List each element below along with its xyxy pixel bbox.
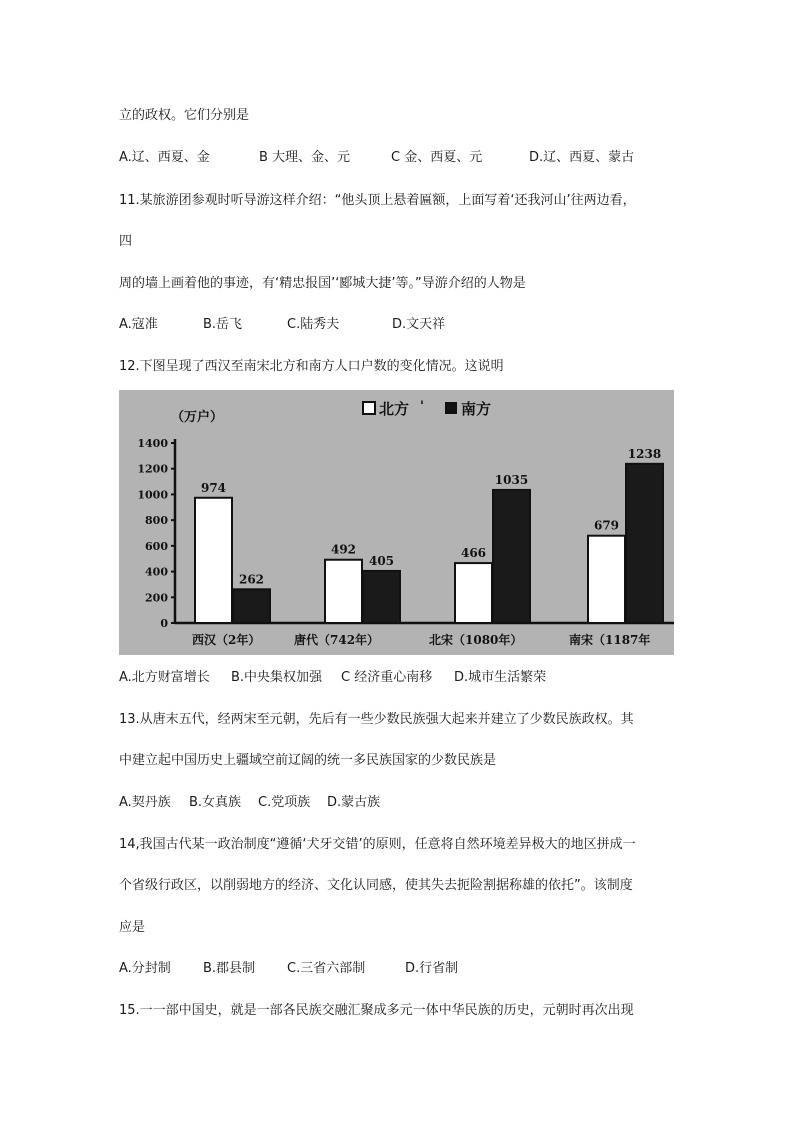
line-q14-b: 个省级行政区，以削弱地方的经济、文化认同感，使其失去扼险割据称雄的依托”。该制度 bbox=[119, 878, 633, 893]
line-q13-a: 13.从唐末五代，经两宋至元朝，先后有一些少数民族强大起来并建立了少数民族政权。其 bbox=[119, 712, 634, 727]
legend-swatch-south bbox=[445, 402, 457, 414]
y-tick-label: 600 bbox=[145, 539, 168, 553]
x-category-label: 西汉（2年） bbox=[192, 633, 261, 647]
option-b: B.岳飞 bbox=[203, 317, 243, 332]
line-q14-a: 14,我国古代某一政治制度“遵循‘犬牙交错’的原则，任意将自然环境差异极大的地区拼成一 bbox=[119, 837, 636, 852]
option-a: A.辽、西夏、金 bbox=[119, 150, 210, 165]
bar-value-label: 1035 bbox=[494, 472, 529, 487]
line-q10-stem: 立的政权。它们分别是 bbox=[119, 108, 250, 123]
option-c: C 金、西夏、元 bbox=[391, 150, 483, 165]
option-b: B.郡县制 bbox=[203, 961, 256, 976]
line-q11-b: 四 bbox=[119, 234, 133, 249]
bar-value-label: 492 bbox=[330, 542, 357, 557]
chart-legend bbox=[363, 399, 491, 418]
option-b: B 大理、金、元 bbox=[259, 150, 351, 165]
bar-north bbox=[588, 536, 625, 623]
bar-value-label: 1238 bbox=[627, 446, 662, 461]
line-q11-a: 11.某旅游团参观时听导游这样介绍：“他头顶上悬着匾额，上面写着‘还我河山’往两边看， bbox=[119, 193, 636, 208]
option-c: C.陆秀夫 bbox=[287, 317, 340, 332]
bar-south bbox=[626, 464, 663, 623]
bar-south bbox=[233, 589, 270, 623]
chart-unit-label: （万户） bbox=[171, 410, 224, 425]
bar-south bbox=[493, 490, 530, 623]
x-category-label: 南宋（1187年 bbox=[569, 633, 651, 647]
bar-value-label: 974 bbox=[200, 480, 227, 495]
x-category-label: 北宋（1080年） bbox=[429, 633, 523, 647]
bars bbox=[195, 447, 663, 623]
option-d: D.蒙古族 bbox=[327, 795, 381, 810]
option-a: A.契丹族 bbox=[119, 795, 171, 810]
option-d: D.行省制 bbox=[405, 961, 459, 976]
y-tick-label: 800 bbox=[145, 514, 168, 528]
chart-svg bbox=[119, 390, 674, 655]
legend-label-south: 南方 bbox=[461, 400, 492, 418]
bar-north bbox=[325, 560, 362, 623]
legend-label-north: 北方 bbox=[379, 400, 410, 418]
y-tick-label: 400 bbox=[145, 565, 168, 579]
x-axis-labels bbox=[192, 632, 650, 647]
bar-north bbox=[195, 498, 232, 623]
option-c: C.三省六部制 bbox=[287, 961, 366, 976]
y-tick-label: 200 bbox=[145, 591, 168, 605]
option-d: D.辽、西夏、蒙古 bbox=[529, 150, 635, 165]
option-a: A.分封制 bbox=[119, 961, 171, 976]
line-q14-c: 应是 bbox=[119, 920, 146, 935]
option-b: B.中央集权加强 bbox=[231, 670, 323, 685]
option-b: B.女真族 bbox=[189, 795, 242, 810]
legend-separator: ' bbox=[420, 399, 424, 414]
line-q11-c: 周的墙上画着他的事迹，有‘精忠报国’‘郾城大捷’等。”导游介绍的人物是 bbox=[119, 276, 526, 291]
option-d: D.文天祥 bbox=[392, 317, 446, 332]
bar-value-label: 262 bbox=[238, 572, 265, 587]
y-tick-label: 1000 bbox=[137, 488, 168, 502]
legend-swatch-north bbox=[363, 402, 375, 414]
y-tick-label: 1400 bbox=[137, 437, 168, 450]
option-d: D.城市生活繁荣 bbox=[454, 670, 547, 685]
y-tick-label: 0 bbox=[160, 617, 168, 630]
bar-north bbox=[455, 563, 492, 623]
line-q12: 12.下图呈现了西汉至南宋北方和南方人口户数的变化情况。这说明 bbox=[119, 359, 504, 374]
option-a: A.寇准 bbox=[119, 317, 158, 332]
option-a: A.北方财富增长 bbox=[119, 670, 210, 685]
bar-south bbox=[363, 571, 400, 623]
bar-value-label: 679 bbox=[593, 518, 620, 533]
bar-value-label: 466 bbox=[460, 546, 487, 561]
bar-value-label: 405 bbox=[368, 553, 395, 568]
line-q15: 15.一一部中国史，就是一部各民族交融汇聚成多元一体中华民族的历史，元朝时再次出现 bbox=[119, 1003, 634, 1018]
option-c: C.党项族 bbox=[258, 795, 311, 810]
option-c: C 经济重心南移 bbox=[341, 670, 433, 685]
x-category-label: 唐代（742年） bbox=[294, 633, 380, 647]
y-tick-label: 1200 bbox=[137, 462, 168, 476]
population-chart bbox=[119, 390, 674, 655]
line-q13-b: 中建立起中国历史上疆域空前辽阔的统一多民族国家的少数民族是 bbox=[119, 753, 497, 768]
